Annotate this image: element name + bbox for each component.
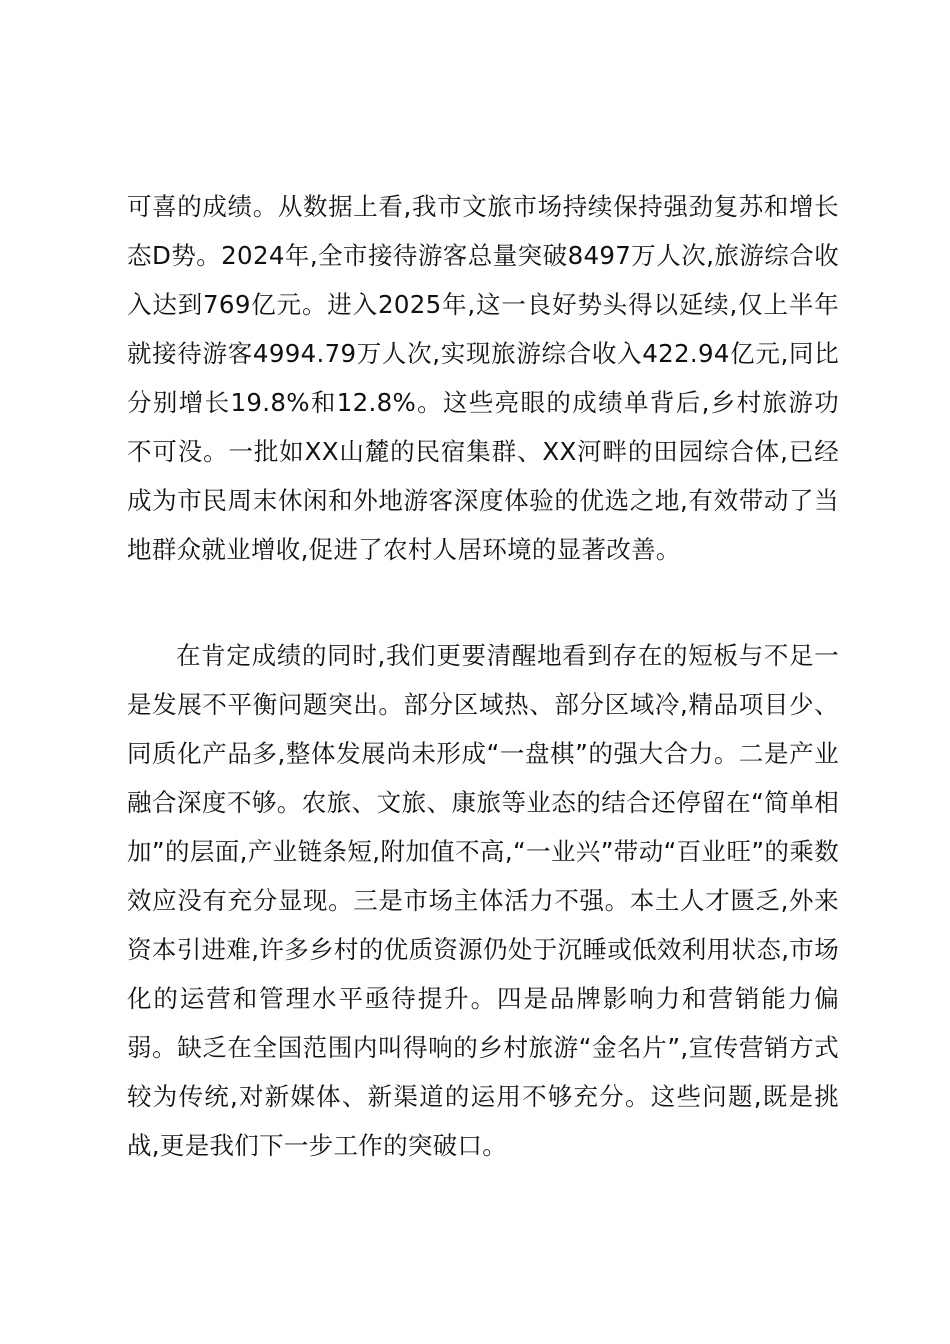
paragraph-shortcomings: 在肯定成绩的同时,我们更要清醒地看到存在的短板与不足一是发展不平衡问题突出。部分区域热、部分区域冷,精品项目少、同质化产品多,整体发展尚未形成“一盘棋”的强大合力。二是产业融合深度不够。农旅、文旅、康旅等业态的结合还停留在“简单相加”的层面,产业链条短,附加值不高,“一业兴”带动“百业旺”的乘数效应没有充分显现。三是市场主体活力不强。本土人才匮乏,外来资本引进难,许多乡村的优质资源仍处于沉睡或低效利用状态,市场化的运营和管理水平亟待提升。四是品牌影响力和营销能力偏弱。缺乏在全国范围内叫得响的乡村旅游“金名片”,宣传营销方式较为传统,对新媒体、新渠道的运用不够充分。这些问题,既是挑战,更是我们下一步工作的突破口。 bbox=[127, 641, 839, 1160]
paragraph-achievements: 可喜的成绩。从数据上看,我市文旅市场持续保持强劲复苏和增长态D势。2024年,全市接待游客总量突破8497万人次,旅游综合收入达到769亿元。进入2025年,这一良好势头得以延续,仅上半年就接待游客4994.79万人次,实现旅游综合收入422.94亿元,同比分别增长19.8%和12.8%。这些亮眼的成绩单背后,乡村旅游功不可没。一批如XX山麓的民宿集群、XX河畔的田园综合体,已经成为市民周末休闲和外地游客深度体验的优选之地,有效带动了当地群众就业增收,促进了农村人居环境的显著改善。 bbox=[127, 192, 839, 564]
